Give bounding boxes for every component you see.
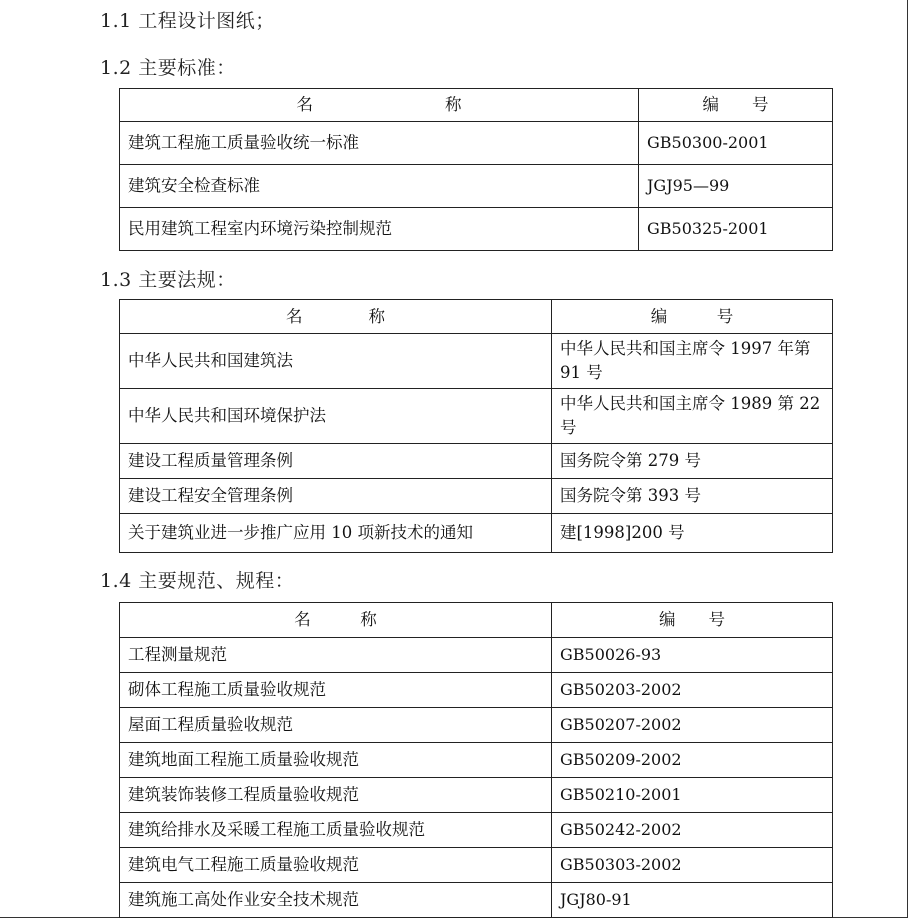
code-column-header: 编 号 bbox=[552, 300, 833, 334]
standard-code: JGJ95—99 bbox=[639, 165, 833, 208]
specification-code: GB50207-2002 bbox=[552, 708, 833, 743]
table-row bbox=[120, 708, 833, 743]
regulation-code: 国务院令第 279 号 bbox=[552, 444, 833, 479]
name-column-header: 名 称 bbox=[120, 89, 639, 122]
specification-name: 工程测量规范 bbox=[120, 638, 552, 673]
table-header-row bbox=[120, 300, 833, 334]
specification-code: GB50203-2002 bbox=[552, 673, 833, 708]
standard-code: GB50325-2001 bbox=[639, 208, 833, 251]
table-row bbox=[120, 883, 833, 918]
code-column-header: 编 号 bbox=[552, 603, 833, 638]
specification-name: 建筑施工高处作业安全技术规范 bbox=[120, 883, 552, 918]
specification-name: 建筑给排水及采暖工程施工质量验收规范 bbox=[120, 813, 552, 848]
table-row bbox=[120, 444, 833, 479]
regulation-code: 建[1998]200 号 bbox=[552, 514, 833, 553]
standards-table bbox=[119, 88, 833, 251]
table-row bbox=[120, 479, 833, 514]
section-1-1-heading: 1.1 工程设计图纸； bbox=[100, 10, 275, 32]
name-column-header: 名 称 bbox=[120, 300, 552, 334]
table-row bbox=[120, 122, 833, 165]
table-row bbox=[120, 165, 833, 208]
table-row bbox=[120, 848, 833, 883]
name-column-header: 名 称 bbox=[120, 603, 552, 638]
specification-code: JGJ80-91 bbox=[552, 883, 833, 918]
specification-name: 屋面工程质量验收规范 bbox=[120, 708, 552, 743]
table-row bbox=[120, 334, 833, 389]
section-1-2-heading: 1.2 主要标准： bbox=[100, 57, 236, 79]
standard-code: GB50300-2001 bbox=[639, 122, 833, 165]
standard-name: 民用建筑工程室内环境污染控制规范 bbox=[120, 208, 639, 251]
regulation-name: 建设工程质量管理条例 bbox=[120, 444, 552, 479]
regulation-name: 建设工程安全管理条例 bbox=[120, 479, 552, 514]
regulation-code: 中华人民共和国主席令 1997 年第 91 号 bbox=[552, 334, 833, 389]
specification-code: GB50242-2002 bbox=[552, 813, 833, 848]
specification-name: 砌体工程施工质量验收规范 bbox=[120, 673, 552, 708]
specification-name: 建筑地面工程施工质量验收规范 bbox=[120, 743, 552, 778]
specifications-table bbox=[119, 602, 833, 918]
specification-name: 建筑电气工程施工质量验收规范 bbox=[120, 848, 552, 883]
table-row bbox=[120, 778, 833, 813]
specification-code: GB50209-2002 bbox=[552, 743, 833, 778]
specification-code: GB50210-2001 bbox=[552, 778, 833, 813]
regulation-code: 中华人民共和国主席令 1989 第 22 号 bbox=[552, 389, 833, 444]
table-row bbox=[120, 743, 833, 778]
specification-name: 建筑装饰装修工程质量验收规范 bbox=[120, 778, 552, 813]
table-header-row bbox=[120, 89, 833, 122]
specification-code: GB50303-2002 bbox=[552, 848, 833, 883]
table-row bbox=[120, 208, 833, 251]
table-row bbox=[120, 638, 833, 673]
standard-name: 建筑安全检查标准 bbox=[120, 165, 639, 208]
table-header-row bbox=[120, 603, 833, 638]
regulation-name: 中华人民共和国建筑法 bbox=[120, 334, 552, 389]
table-row bbox=[120, 389, 833, 444]
table-row bbox=[120, 514, 833, 553]
table-row bbox=[120, 673, 833, 708]
regulation-name: 中华人民共和国环境保护法 bbox=[120, 389, 552, 444]
code-column-header: 编 号 bbox=[639, 89, 833, 122]
standard-name: 建筑工程施工质量验收统一标准 bbox=[120, 122, 639, 165]
regulation-name: 关于建筑业进一步推广应用 10 项新技术的通知 bbox=[120, 514, 552, 553]
specification-code: GB50026-93 bbox=[552, 638, 833, 673]
regulation-code: 国务院令第 393 号 bbox=[552, 479, 833, 514]
table-row bbox=[120, 813, 833, 848]
regulations-table bbox=[119, 299, 833, 553]
section-1-3-heading: 1.3 主要法规： bbox=[100, 269, 236, 291]
section-1-4-heading: 1.4 主要规范、规程： bbox=[100, 570, 295, 592]
